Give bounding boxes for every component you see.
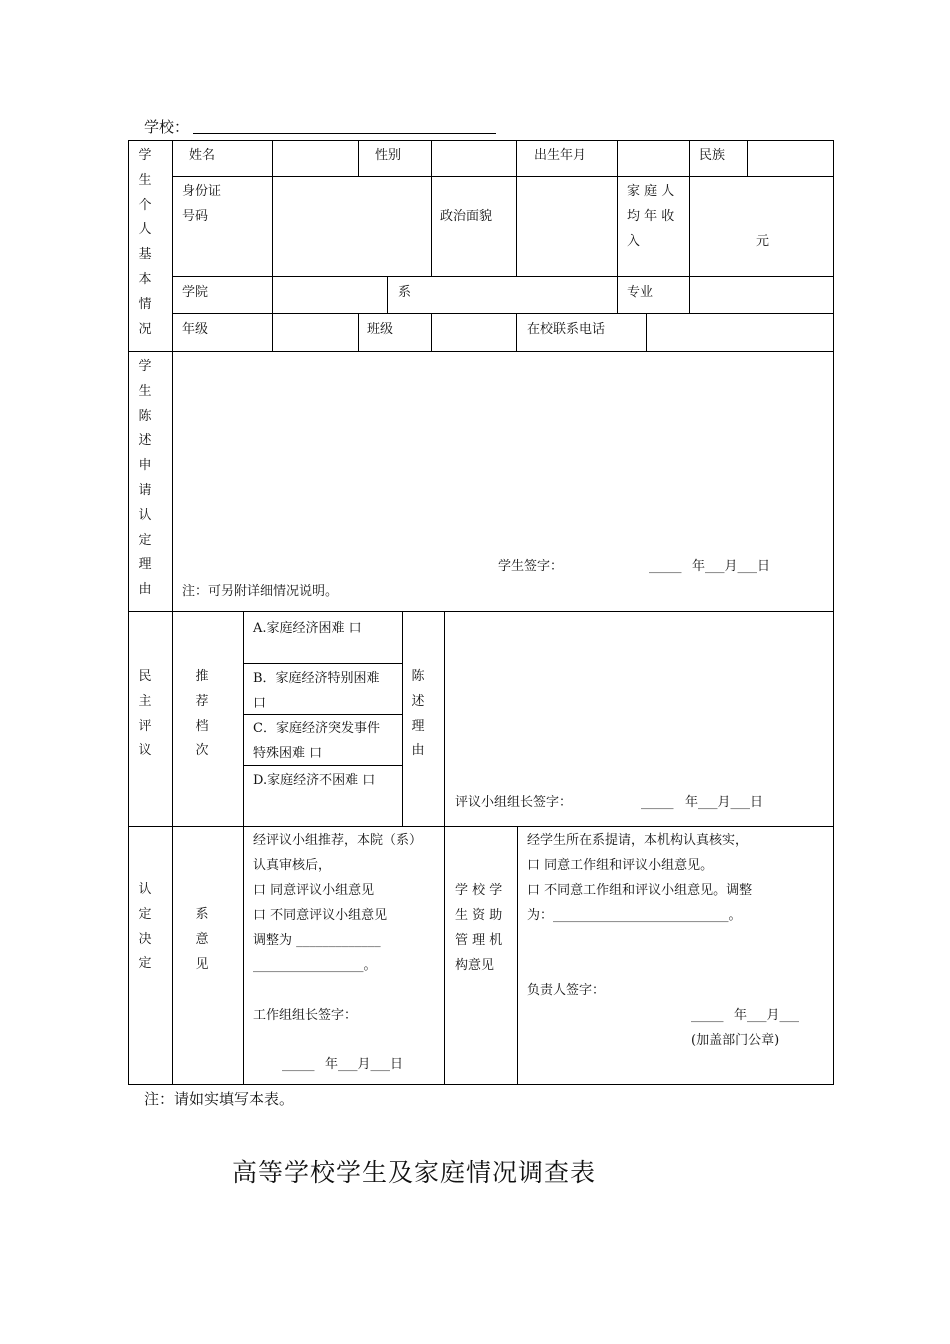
political-label: 政治面貌 [440,209,493,224]
dept-date-blank[interactable]: _____ [282,1057,315,1072]
option-d-checkbox[interactable]: D.家庭经济不困难 口 [253,773,376,788]
grade-label: 年级 [182,322,209,337]
dept-agree-checkbox[interactable]: 口 同意评议小组意见 [253,883,375,898]
school-signature-label: 负责人签字： [527,983,606,998]
ethnicity-label: 民族 [699,148,726,163]
review-reason-label: 陈 述 理 由 [411,669,425,759]
school-opinion-label-line2: 生 资 助 [455,908,503,923]
dept-opinion-line2: 认真审核后， [253,858,332,873]
statement-side-label: 学 生 陈 述 申 请 认 定 理 由 [138,359,152,598]
birth-field[interactable] [619,142,688,175]
dept-adjust-field[interactable]: 调整为 _____________ [253,933,381,948]
phone-label: 在校联系电话 [527,322,606,337]
school-opinion-line1: 经学生所在系提请，本机构认真核实， [527,833,749,848]
recommend-level-label: 推 荐 档 次 [195,669,209,759]
class-field[interactable] [433,315,515,350]
dept-adjust-field-cont[interactable]: _________________。 [253,958,377,973]
statement-note: 注：可另附详细情况说明。 [182,584,339,599]
review-date[interactable]: 年___月___日 [685,795,764,810]
option-b-line1[interactable]: B．家庭经济特别困难 [253,671,380,686]
school-adjust-field[interactable]: 为：___________________________。 [527,908,742,923]
dept-disagree-checkbox[interactable]: 口 不同意评议小组意见 [253,908,388,923]
ethnicity-field[interactable] [749,142,832,175]
class-label: 班级 [367,322,394,337]
gender-label: 性别 [375,148,402,163]
id-label-line1: 身份证 [182,184,222,199]
option-c-line1[interactable]: C．家庭经济突发事件 [253,721,380,736]
review-signature-label: 评议小组组长签字： [455,795,573,810]
dept-date[interactable]: 年___月___日 [325,1057,404,1072]
footer-note: 注：请如实填写本表。 [144,1090,295,1108]
school-date-blank[interactable]: _____ [691,1008,724,1023]
form-title: 高等学校学生及家庭情况调查表 [232,1158,597,1187]
gender-field[interactable] [433,142,515,175]
school-opinion-label-line4: 构意见 [455,958,495,973]
personal-side-label: 学 生 个 人 基 本 情 况 [138,148,152,337]
major-field[interactable] [691,278,832,312]
dept-opinion-line1: 经评议小组推荐，本院（系） [253,833,423,848]
birth-label: 出生年月 [534,148,587,163]
political-field[interactable] [518,178,616,275]
review-date-blank[interactable]: _____ [641,795,674,810]
review-reason-textarea[interactable] [447,614,831,784]
income-label-line1: 家 庭 人 [627,184,675,199]
phone-field[interactable] [648,315,832,350]
grade-field[interactable] [274,315,357,350]
income-field[interactable] [691,178,751,275]
school-label: 学校： [144,118,190,136]
income-unit: 元 [756,234,770,249]
option-b-checkbox[interactable]: 口 [253,696,267,711]
school-stamp-note: (加盖部门公章) [691,1033,780,1048]
student-signature-label: 学生签字： [498,559,564,574]
school-opinion-label-line3: 管 理 机 [455,933,503,948]
name-label: 姓名 [189,148,216,163]
college-field[interactable] [274,278,386,312]
school-opinion-label-line1: 学 校 学 [455,883,503,898]
option-c-checkbox[interactable]: 特殊困难 口 [253,746,323,761]
student-date-blank[interactable]: _____ [649,559,682,574]
name-field[interactable] [274,142,357,175]
option-a-checkbox[interactable]: A.家庭经济困难 口 [253,621,362,636]
dept-opinion-label: 系 意 见 [195,907,209,972]
statement-textarea[interactable] [175,354,831,554]
school-date[interactable]: 年___月___ [734,1008,800,1023]
id-label-line2: 号码 [182,209,209,224]
income-label-line3: 入 [627,234,641,249]
college-label: 学院 [182,285,209,300]
major-label: 专业 [627,285,654,300]
school-agree-checkbox[interactable]: 口 同意工作组和评议小组意见。 [527,858,714,873]
review-side-label: 民 主 评 议 [138,669,152,759]
dept-signature-label: 工作组组长签字： [253,1008,358,1023]
school-disagree-checkbox[interactable]: 口 不同意工作组和评议小组意见。调整 [527,883,753,898]
id-number-field[interactable] [274,178,430,275]
income-label-line2: 均 年 收 [627,209,675,224]
dept-field[interactable] [433,278,616,312]
student-date[interactable]: 年___月___日 [692,559,771,574]
dept-label: 系 [398,285,412,300]
decision-side-label: 认 定 决 定 [138,882,152,972]
school-input-line[interactable] [193,133,496,134]
